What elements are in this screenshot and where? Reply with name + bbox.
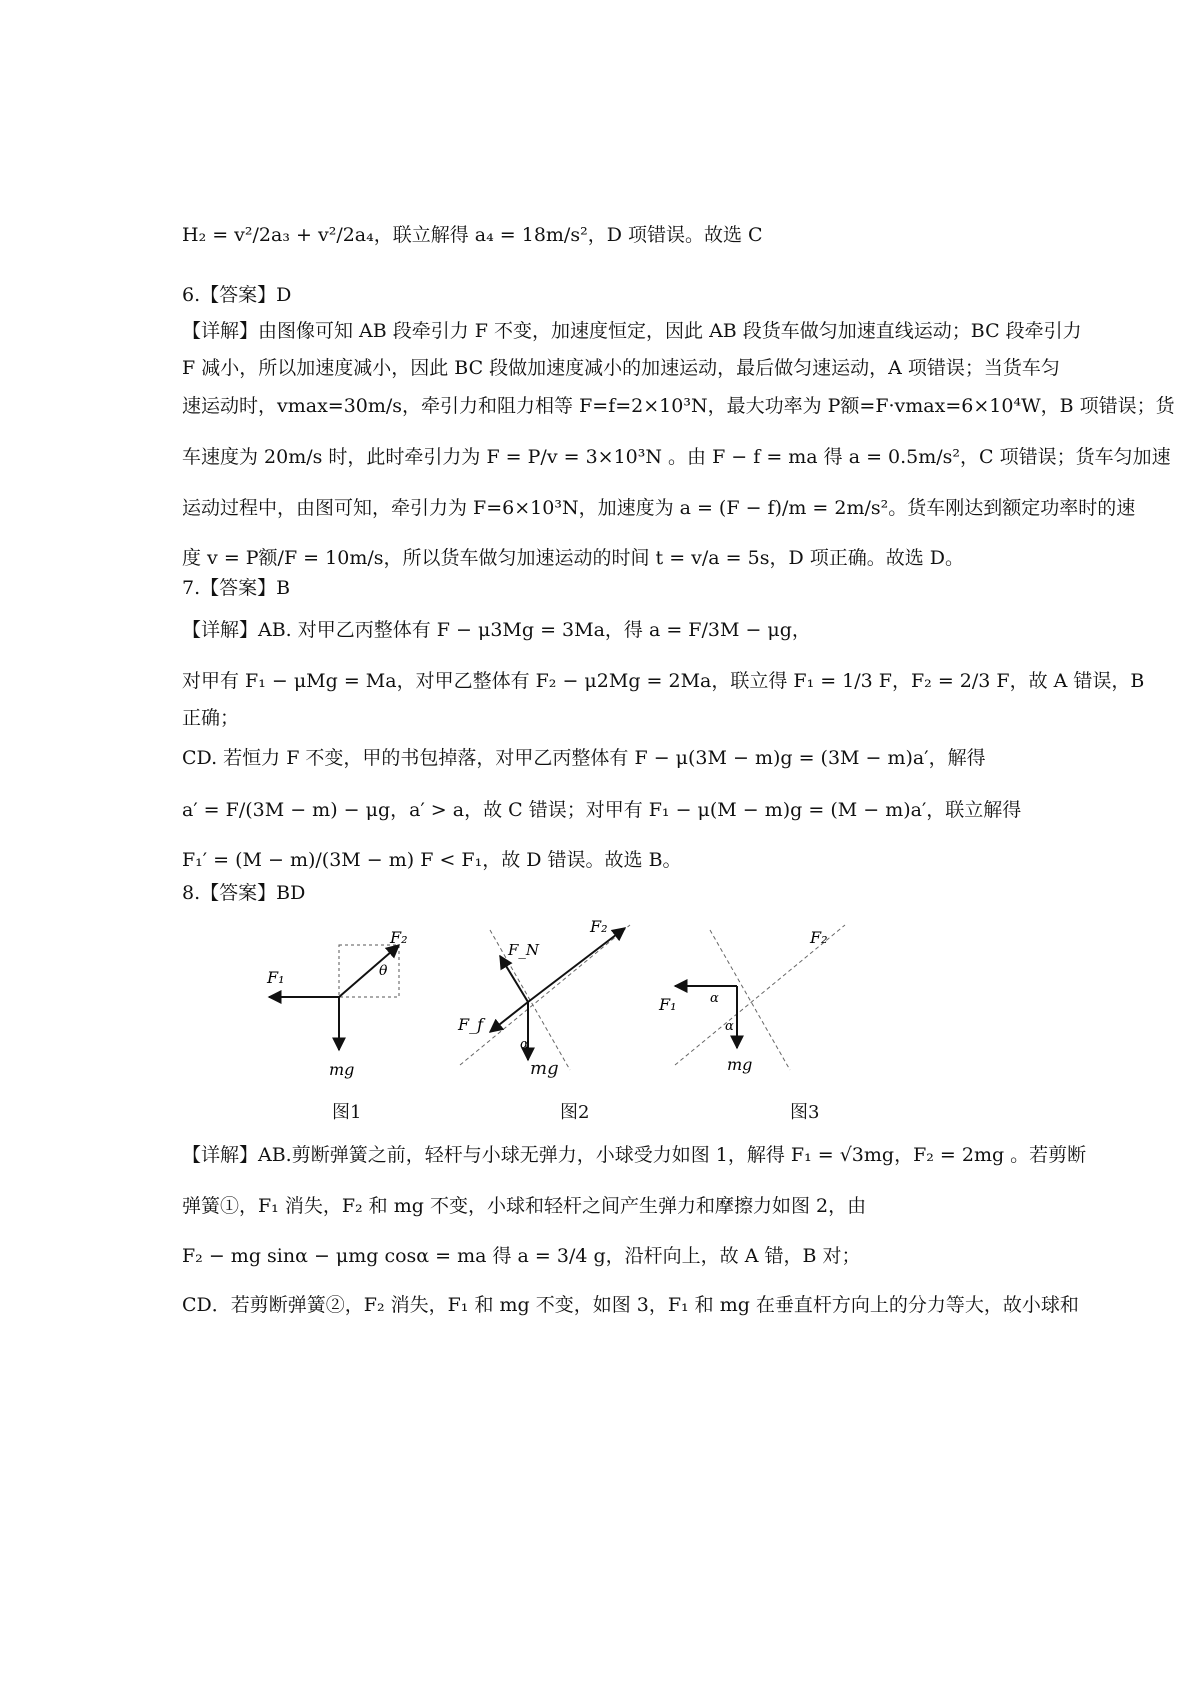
mg-label: mg [727,1055,753,1074]
ff-vector [490,1002,528,1032]
fn-label: F_N [508,941,540,959]
text-line: CD. 若恒力 F 不变，甲的书包掉落，对甲乙丙整体有 F − μ(3M − m)g = (3M − m)a′，解得 [182,747,986,769]
text-line: a′ = F/(3M − m) − μg，a′ > a，故 C 错误；对甲有 F₁ − μ(M − m)g = (M − m)a′，联立解得 [182,799,1022,821]
text-line: 弹簧①，F₁ 消失，F₂ 和 mg 不变，小球和轻杆之间产生弹力和摩擦力如图 2，由 [182,1195,867,1217]
ff-label: F_f [458,1015,484,1034]
text-line: CD．若剪断弹簧②，F₂ 消失，F₁ 和 mg 不变，如图 3，F₁ 和 mg 在垂直杆方向上的分力等大，故小球和 [182,1294,1079,1316]
f2-label: F₂ [390,928,408,947]
alpha-label: α [725,1019,734,1034]
text-line: 正确； [182,707,240,729]
text-line: 【详解】AB. 对甲乙丙整体有 F − μ3Mg = 3Ma，得 a = F/3M − μg， [182,619,811,641]
theta-label: θ [379,963,388,979]
text-line: 【详解】AB.剪断弹簧之前，轻杆与小球无弹力，小球受力如图 1，解得 F₁ = √3mg，F₂ = 2mg 。若剪断 [182,1144,1087,1166]
f1-label: F₁ [659,995,677,1014]
f1-label: F₁ [267,968,285,987]
text-line: 运动过程中，由图可知，牵引力为 F=6×10³N，加速度为 a = (F − f)/m = 2m/s²。货车刚达到额定功率时的速 [182,497,1136,519]
text-line: 对甲有 F₁ − μMg = Ma，对甲乙整体有 F₂ − μ2Mg = 2Ma，联立得 F₁ = 1/3 F，F₂ = 2/3 F，故 A 错误，B [182,670,1145,692]
alpha-label: α [710,991,719,1006]
text-line: 度 v = P额/F = 10m/s，所以货车做匀加速运动的时间 t = v/a = 5s，D 项正确。故选 D。 [182,547,965,569]
text-line: 速运动时，vmax=30m/s，牵引力和阻力相等 F=f=2×10³N，最大功率为 P额=F·vmax=6×10⁴W，B 项错误；货 [182,395,1175,417]
figure-caption: 图1 [332,1102,362,1123]
mg-label: mg [530,1058,559,1079]
text-line: F 减小，所以加速度减小，因此 BC 段做加速度减小的加速运动，最后做匀速运动，A 项错误；当货车匀 [182,357,1060,379]
text-line: F₂ − mg sinα − μmg cosα = ma 得 a = 3/4 g，沿杆向上，故 A 错，B 对； [182,1245,861,1267]
answer-heading: 6.【答案】D [182,284,292,306]
text-line: H₂ = v²/2a₃ + v²/2a₄，联立解得 a₄ = 18m/s²，D 项错误。故选 C [182,224,763,246]
text-line: F₁′ = (M − m)/(3M − m) F < F₁，故 D 错误。故选 B。 [182,849,682,871]
figure-caption: 图3 [790,1102,820,1123]
text-line: 【详解】由图像可知 AB 段牵引力 F 不变，加速度恒定，因此 AB 段货车做匀加速直线运动；BC 段牵引力 [182,320,1082,342]
answer-heading: 7.【答案】B [182,577,291,599]
f2-vector [528,928,625,1002]
f2-vector [339,945,399,997]
text-line: 车速度为 20m/s 时，此时牵引力为 F = P/v = 3×10³N 。由 F − f = ma 得 a = 0.5m/s²，C 项错误；货车匀加速 [182,446,1171,468]
answer-heading: 8.【答案】BD [182,882,306,904]
alpha-label: α [520,1037,529,1052]
force-diagram-1 [255,925,435,1095]
fn-vector [500,956,528,1002]
f2-label: F₂ [810,928,828,947]
force-diagram-3 [655,910,865,1095]
mg-label: mg [329,1060,355,1079]
f2-label: F₂ [590,917,608,936]
figure-caption: 图2 [560,1102,590,1123]
